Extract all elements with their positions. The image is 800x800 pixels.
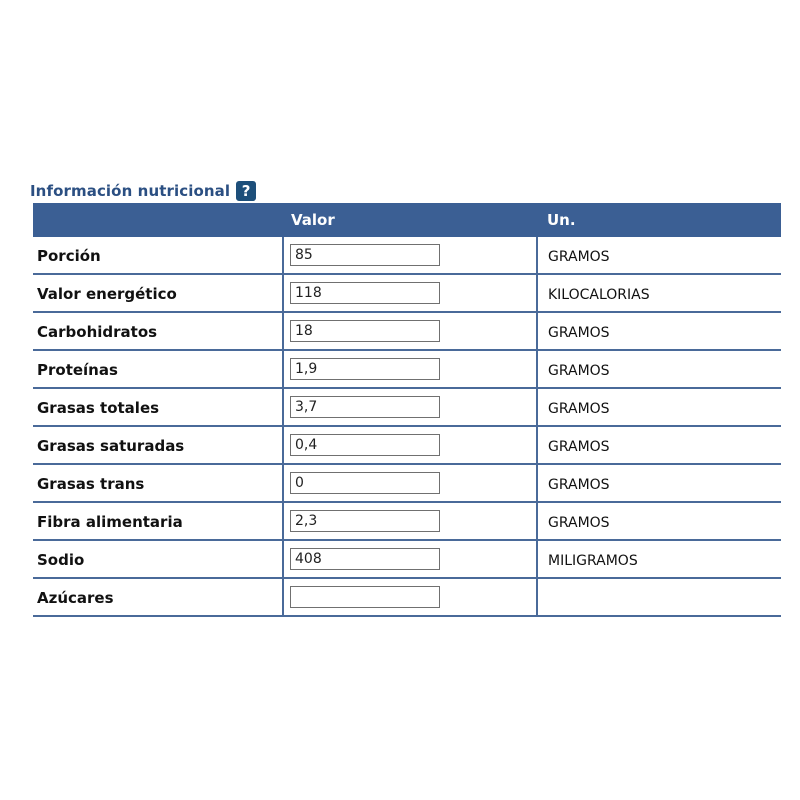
row-label: Grasas totales [37,398,160,417]
unit-cell [537,540,781,578]
row-label: Carbohidratos [37,322,158,341]
table-row [33,388,781,426]
table-row [33,464,781,502]
unit-cell [537,578,781,616]
value-input[interactable] [290,320,440,342]
table-row [33,350,781,388]
unit-cell [537,464,781,502]
unit-cell [537,312,781,350]
table-body [33,237,781,616]
table-row [33,312,781,350]
table-header [33,203,781,237]
table-row [33,502,781,540]
value-cell [283,540,537,578]
row-label-cell [33,464,283,502]
value-input[interactable] [290,358,440,380]
row-label-cell [33,388,283,426]
unit-text: GRAMOS [548,324,610,341]
row-label-cell [33,502,283,540]
row-label-cell [33,312,283,350]
unit-cell [537,388,781,426]
value-cell [283,312,537,350]
unit-cell [537,350,781,388]
row-label-cell [33,578,283,616]
unit-text: GRAMOS [548,400,610,417]
unit-text [538,591,548,607]
row-label: Sodio [37,550,85,569]
value-cell [283,274,537,312]
row-label-cell [33,540,283,578]
value-input[interactable] [290,282,440,304]
unit-text: GRAMOS [548,514,610,531]
value-input[interactable] [290,510,440,532]
table-row [33,237,781,274]
row-label: Fibra alimentaria [37,512,183,531]
row-label-cell [33,426,283,464]
row-label: Porción [37,246,101,265]
value-cell [283,578,537,616]
help-icon[interactable]: ? [236,181,256,201]
value-cell [283,502,537,540]
table-row [33,426,781,464]
unit-text: GRAMOS [548,248,610,265]
value-input[interactable] [290,434,440,456]
row-label-cell [33,274,283,312]
row-label: Proteínas [37,360,118,379]
unit-cell [537,502,781,540]
value-input[interactable] [290,244,440,266]
header-label [33,203,283,237]
unit-text: KILOCALORIAS [548,286,650,303]
value-input[interactable] [290,396,440,418]
unit-cell [537,237,781,274]
section-title: Información nutricional [30,182,231,200]
value-input[interactable] [290,586,440,608]
nutrition-table [33,203,781,617]
row-label-cell [33,350,283,388]
value-cell [283,388,537,426]
value-cell [283,426,537,464]
value-input[interactable] [290,472,440,494]
value-cell [283,237,537,274]
header-row [33,203,781,237]
row-label: Grasas saturadas [37,436,185,455]
header-unit: Un. [537,203,781,237]
unit-cell [537,274,781,312]
table-row [33,274,781,312]
table-row [33,540,781,578]
row-label: Valor energético [37,284,177,303]
section-header [30,179,256,203]
row-label: Grasas trans [37,474,145,493]
row-label: Azúcares [37,588,114,607]
unit-cell [537,426,781,464]
header-value: Valor [283,203,537,237]
unit-text: GRAMOS [548,362,610,379]
value-cell [283,464,537,502]
unit-text: MILIGRAMOS [548,552,638,569]
table-row [33,578,781,616]
value-input[interactable] [290,548,440,570]
value-cell [283,350,537,388]
unit-text: GRAMOS [548,476,610,493]
row-label-cell [33,237,283,274]
unit-text: GRAMOS [548,438,610,455]
